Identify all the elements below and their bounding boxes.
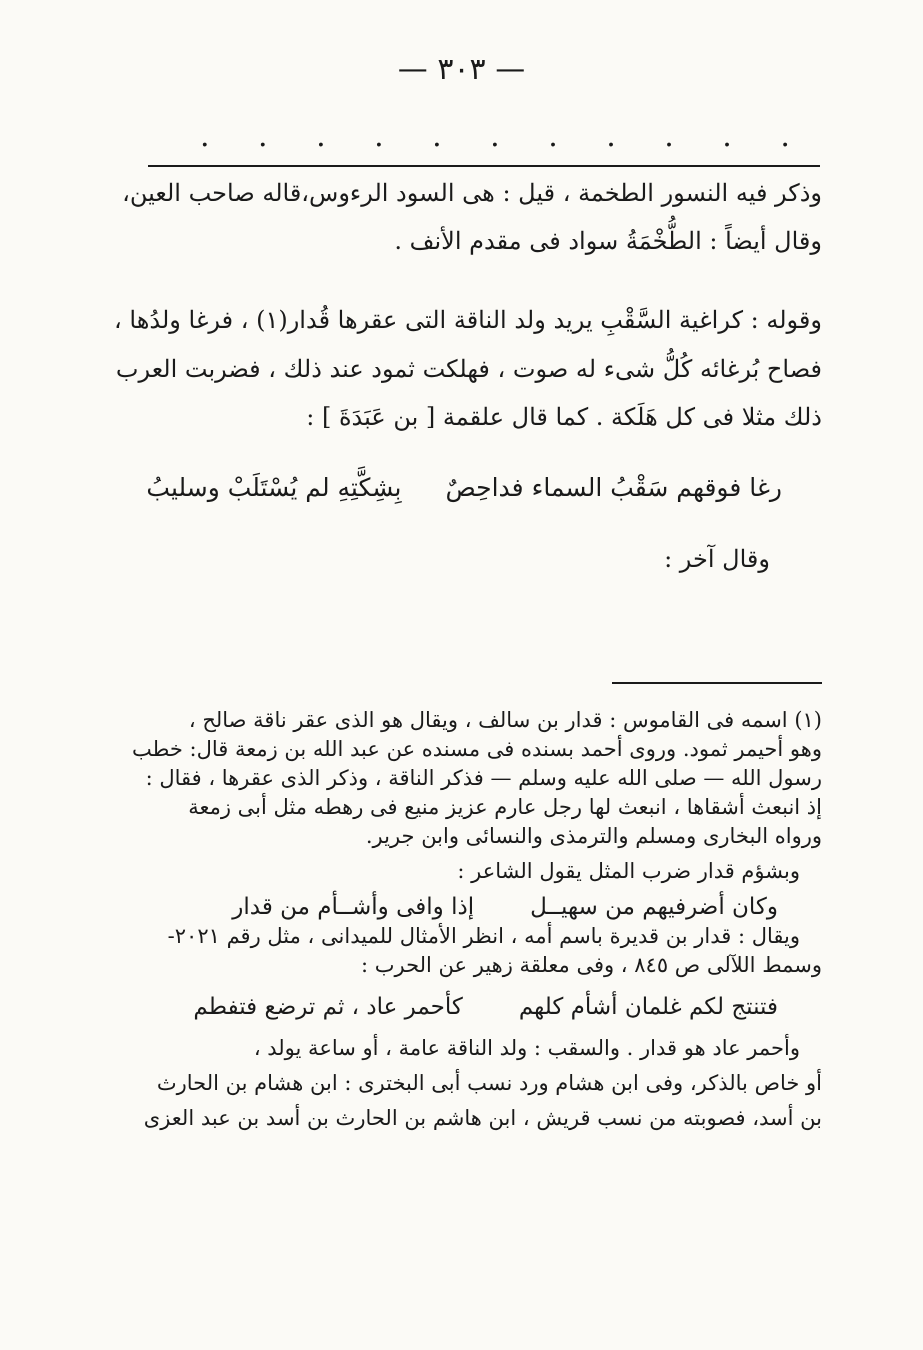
verse-hemistich: فتنتج لكم غلمان أشأم كلهم	[518, 993, 778, 1020]
verse-hemistich: وكان أضرفيهم من سهيــل	[530, 893, 778, 920]
text-line: وقوله : كراغية السَّقْبِ يريد ولد الناقة التى عقرها قُدار(١) ، فرغا ولدُها ،	[114, 306, 822, 335]
verse-hemistich: رغا فوقهم سَقْبُ السماء فداحِصٌ	[445, 472, 782, 502]
text-line: وقال آخر :	[664, 544, 770, 573]
main-text	[114, 178, 822, 575]
footnote-line: ويقال : قدار بن قديرة باسم أمه ، انظر الأمثال للميدانى ، مثل رقم ٢٠٢١-	[167, 923, 800, 948]
ornament-dot: .	[258, 119, 268, 154]
text-line: فصاح بُرغائه كُلُّ شىء له صوت ، فهلكت ثمود عند ذلك ، فضربت العرب	[115, 354, 822, 383]
verse-hemistich: إذا وافى وأشــأم من قدار	[232, 893, 475, 920]
page-number: — ٣٠٣ —	[397, 52, 526, 87]
ornamental-dot-row	[200, 119, 790, 154]
footnote-verse	[150, 994, 822, 1020]
text-line: وذكر فيه النسور الطخمة ، قيل : هى السود الرءوس،قاله صاحب العين،	[122, 179, 822, 207]
verse-hemistich: بِشِكَّتِهِ لم يُسْتَلَبْ وسليبُ	[146, 472, 402, 502]
footnote-line: وأحمر عاد هو قدار . والسقب : ولد الناقة عامة ، أو ساعة يولد ،	[253, 1035, 800, 1060]
footnote-line: أو خاص بالذكر، وفى ابن هشام ورد نسب أبى البخترى : ابن هشام بن الحارث	[156, 1070, 822, 1095]
text-line: وقال أيضاً : الطُّخْمَةُ سواد فى مقدم الأنف .	[394, 227, 822, 256]
footnote-verse	[150, 894, 822, 920]
ornament-dot: .	[664, 119, 674, 154]
ornament-dot: .	[316, 119, 326, 154]
ornament-dot: .	[780, 119, 790, 154]
footnote-line: إذ انبعث أشقاها ، انبعث لها رجل عارم عزيز منيع فى رهطه مثل أبى زمعة	[188, 794, 822, 819]
ornament-dot: .	[432, 119, 442, 154]
ornament-dot: .	[606, 119, 616, 154]
footnote-line: وسمط اللآلى ص ٨٤٥ ، وفى معلقة زهير عن الحرب :	[360, 952, 822, 977]
ornament-dot: .	[490, 119, 500, 154]
verse-hemistich: كأحمر عاد ، ثم ترضع فتفطم	[193, 993, 463, 1020]
footnote-rule	[612, 682, 822, 684]
verse-couplet	[146, 472, 822, 502]
footnotes	[132, 706, 822, 1133]
footnote-line: (١) اسمه فى القاموس : قدار بن سالف ، ويقال هو الذى عقر ناقة صالح ،	[188, 708, 822, 732]
footnote-line: وبشؤم قدار ضرب المثل يقول الشاعر :	[457, 858, 800, 883]
footnote-line: وهو أحيمر ثمود. وروى أحمد بسنده فى مسنده عن عبد الله بن زمعة قال: خطب	[132, 736, 822, 761]
footnote-line: رسول الله — صلى الله عليه وسلم — فذكر الناقة ، وذكر الذى عقرها ، فقال :	[145, 765, 822, 790]
ornament-dot: .	[722, 119, 732, 154]
ornament-dot: .	[200, 119, 210, 154]
text-line: ذلك مثلا فى كل هَلَكة . كما قال علقمة [ بن عَبَدَةَ ] :	[306, 402, 822, 431]
ornament-dot: .	[548, 119, 558, 154]
header-rule	[148, 165, 820, 167]
ornament-dot: .	[374, 119, 384, 154]
footnote-line: بن أسد، فصوبته من نسب قريش ، ابن هاشم بن الحارث بن أسد بن عبد العزى	[143, 1105, 822, 1130]
footnote-line: ورواه البخارى ومسلم والترمذى والنسائى وابن جرير.	[365, 823, 822, 848]
